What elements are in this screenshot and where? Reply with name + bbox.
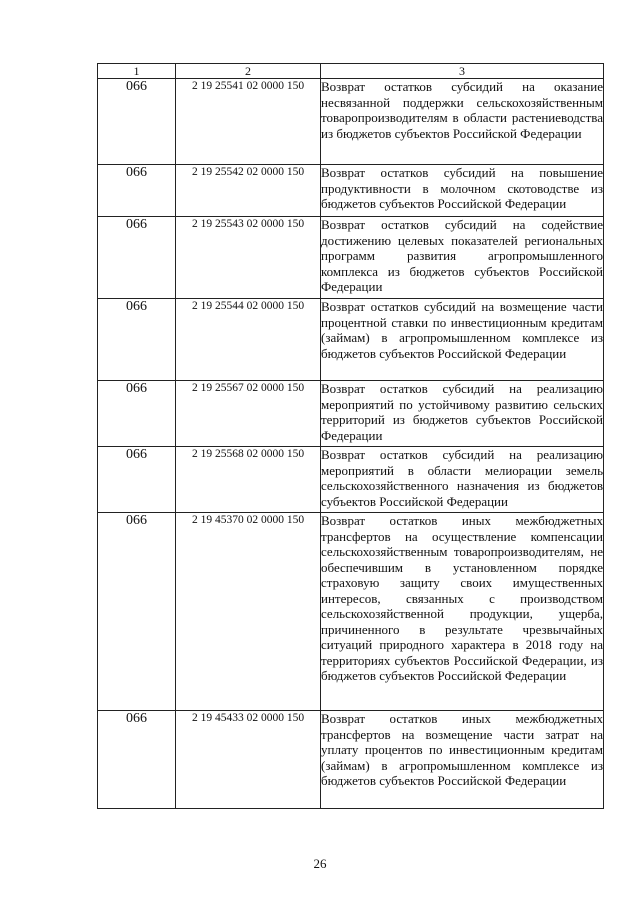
table-row bbox=[98, 447, 604, 513]
description-cell: Возврат остатков иных межбюджетных трансфертов на осуществление компенсации сельскохозяйственным товаропроизводителям, не обеспечившим в установленном порядке страховую защиту своих имущественных интересов, связанных с производством сельскохозяйственной продукции, ущерба, причиненного в результате чрезвычайных ситуаций природного характера в 2018 году на территориях субъектов Российской Федерации, из бюджетов субъектов Российской Федерации bbox=[321, 513, 604, 711]
admin-code-cell: 066 bbox=[98, 711, 176, 809]
header-col-1: 1 bbox=[98, 64, 176, 79]
budget-code-cell: 2 19 25568 02 0000 150 bbox=[176, 447, 321, 513]
table-row bbox=[98, 711, 604, 809]
description-cell: Возврат остатков субсидий на содействие достижению целевых показателей региональных программ развития агропромышленного комплекса из бюджетов субъектов Российской Федерации bbox=[321, 217, 604, 299]
description-cell: Возврат остатков иных межбюджетных трансфертов на возмещение части затрат на уплату процентов по инвестиционным кредитам (займам) в агропромышленном комплексе из бюджетов субъектов Российской Федерации bbox=[321, 711, 604, 809]
budget-code-cell: 2 19 25542 02 0000 150 bbox=[176, 165, 321, 217]
budget-code-cell: 2 19 25567 02 0000 150 bbox=[176, 381, 321, 447]
budget-code-cell: 2 19 25544 02 0000 150 bbox=[176, 299, 321, 381]
header-col-2: 2 bbox=[176, 64, 321, 79]
table-row bbox=[98, 299, 604, 381]
budget-code-table bbox=[97, 63, 604, 809]
page-number: 26 bbox=[313, 856, 327, 871]
budget-code-cell: 2 19 25543 02 0000 150 bbox=[176, 217, 321, 299]
admin-code-cell: 066 bbox=[98, 513, 176, 711]
admin-code-cell: 066 bbox=[98, 217, 176, 299]
description-cell: Возврат остатков субсидий на реализацию мероприятий в области мелиорации земель сельскохозяйственного назначения из бюджетов субъектов Российской Федерации bbox=[321, 447, 604, 513]
admin-code-cell: 066 bbox=[98, 381, 176, 447]
budget-code-cell: 2 19 25541 02 0000 150 bbox=[176, 79, 321, 165]
admin-code-cell: 066 bbox=[98, 447, 176, 513]
header-col-3: 3 bbox=[321, 64, 604, 79]
admin-code-cell: 066 bbox=[98, 165, 176, 217]
description-cell: Возврат остатков субсидий на повышение продуктивности в молочном скотоводстве из бюджетов субъектов Российской Федерации bbox=[321, 165, 604, 217]
budget-code-cell: 2 19 45433 02 0000 150 bbox=[176, 711, 321, 809]
table-row bbox=[98, 513, 604, 711]
table-row bbox=[98, 79, 604, 165]
admin-code-cell: 066 bbox=[98, 79, 176, 165]
description-cell: Возврат остатков субсидий на оказание несвязанной поддержки сельскохозяйственным товаропроизводителям в области растениеводства из бюджетов субъектов Российской Федерации bbox=[321, 79, 604, 165]
table-row bbox=[98, 381, 604, 447]
table-row bbox=[98, 217, 604, 299]
header-row bbox=[98, 64, 604, 79]
description-cell: Возврат остатков субсидий на возмещение части процентной ставки по инвестиционным кредитам (займам) в агропромышленном комплексе из бюджетов субъектов Российской Федерации bbox=[321, 299, 604, 381]
description-cell: Возврат остатков субсидий на реализацию мероприятий по устойчивому развитию сельских территорий из бюджетов субъектов Российской Федерации bbox=[321, 381, 604, 447]
budget-code-cell: 2 19 45370 02 0000 150 bbox=[176, 513, 321, 711]
admin-code-cell: 066 bbox=[98, 299, 176, 381]
table-row bbox=[98, 165, 604, 217]
